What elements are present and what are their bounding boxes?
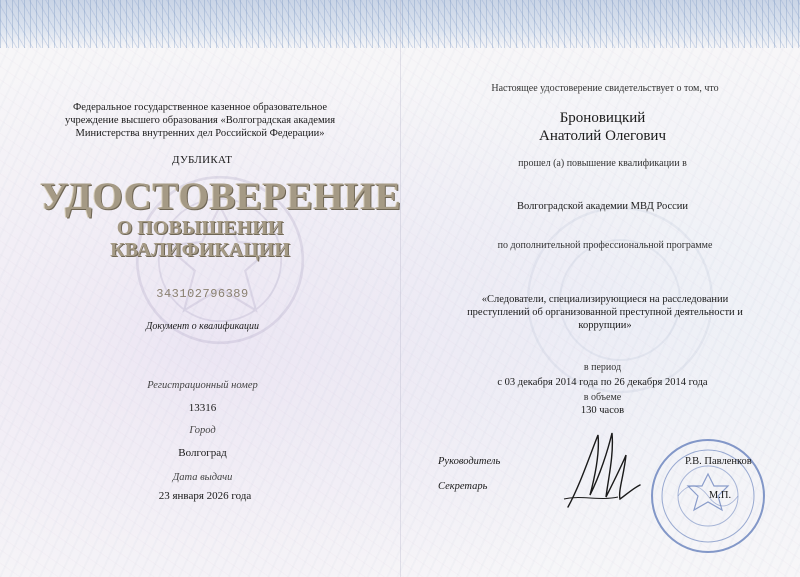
head-label: Руководитель — [438, 456, 501, 467]
serial-number: 343102796389 — [156, 287, 249, 301]
hours-value: 130 часов — [580, 405, 625, 416]
issue-date-label: Дата выдачи — [172, 472, 233, 483]
city-value: Волгоград — [178, 447, 227, 459]
subtitle-line-2: КВАЛИФИКАЦИИ — [110, 239, 290, 261]
subtitle-line-1: О ПОВЫШЕНИИ — [116, 217, 284, 239]
secretary-label: Секретарь — [438, 481, 488, 492]
issue-date-value: 23 января 2026 года — [158, 490, 252, 502]
passed-text: прошел (а) повышение квалификации в — [518, 158, 687, 169]
duplicate-label: ДУБЛИКАТ — [172, 154, 233, 166]
page-fold — [400, 0, 401, 577]
certificate-title: УДОСТОВЕРЕНИЕ — [40, 175, 402, 218]
program-name: «Следователи, специализирующиеся на расследовании преступлений об организованной преступной деятельности и коррупции» — [467, 294, 743, 331]
signature-icon — [560, 425, 650, 515]
holder-name — [510, 109, 695, 145]
head-name: Р.В. Павленков — [685, 456, 752, 467]
document-type-label: Документ о квалификации — [145, 321, 260, 332]
period-label: в период — [583, 362, 622, 373]
academy-name: Волгоградской академии МВД России — [516, 201, 689, 212]
issuer-name: Федеральное государственное казенное образовательное учреждение высшего образования «Волгоградская академия Министерства внутренних дел Российской Федерации» — [64, 102, 336, 139]
volume-label: в объеме — [583, 392, 622, 403]
intro-text: Настоящее удостоверение свидетельствует о том, что — [491, 83, 719, 94]
period-value: с 03 декабря 2014 года по 26 декабря 2014 года — [497, 377, 708, 388]
city-label: Город — [189, 425, 216, 436]
seal-place-label: М.П. — [708, 490, 732, 501]
holder-surname: Броновицкий — [559, 110, 646, 126]
certificate-subtitle — [60, 217, 340, 261]
registration-number: 13316 — [188, 402, 217, 414]
holder-given-names: Анатолий Олегович — [539, 128, 666, 144]
registration-label: Регистрационный номер — [147, 380, 258, 391]
program-label: по дополнительной профессиональной программе — [497, 240, 713, 251]
